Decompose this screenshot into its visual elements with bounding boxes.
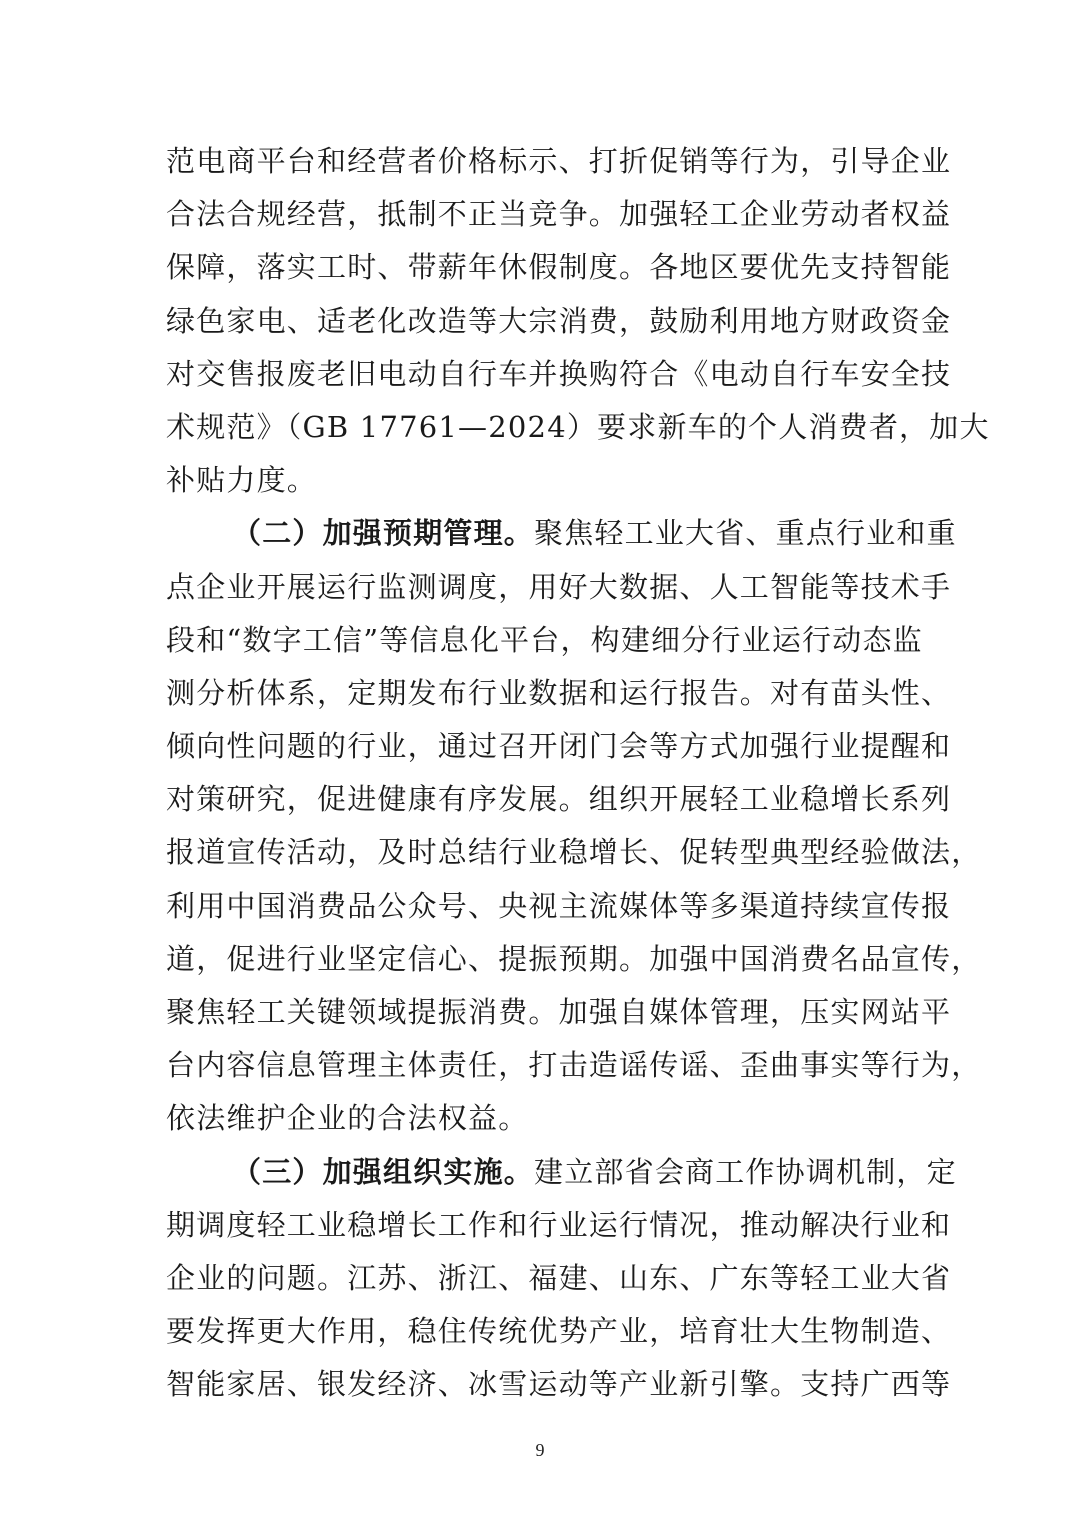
text-line: 道，促进行业坚定信心、提振预期。加强中国消费名品宣传， [166, 941, 982, 976]
text-line: 段和“数字工信”等信息化平台，构建细分行业运行动态监 [166, 622, 923, 657]
text-line: 倾向性问题的行业，通过召开闭门会等方式加强行业提醒和 [166, 729, 952, 764]
text-line: 对交售报废老旧电动自行车并换购符合《电动自行车安全技 [166, 356, 952, 391]
text-line: 聚焦轻工关键领域提振消费。加强自媒体管理，压实网站平 [166, 995, 952, 1029]
section-2-first-line [166, 507, 957, 560]
section-3-heading: （三）加强组织实施。 [232, 1154, 535, 1189]
text-line: 范电商平台和经营者价格标示、打折促销等行为，引导企业 [166, 144, 952, 178]
text-line: 补贴力度。 [166, 463, 318, 498]
section-3-first-line-text: 建立部省会商工作协调机制，定 [534, 1154, 957, 1189]
text-line: 点企业开展运行监测调度，用好大数据、人工智能等技术手 [166, 569, 952, 604]
text-line: 合法合规经营，抵制不正当竞争。加强轻工企业劳动者权益 [166, 197, 952, 232]
text-line: 测分析体系，定期发布行业数据和运行报告。对有苗头性、 [166, 675, 952, 710]
body-text [166, 135, 990, 1412]
text-line: 要发挥更大作用，稳住传统优势产业，培育壮大生物制造、 [166, 1314, 952, 1349]
text-line: 绿色家电、适老化改造等大宗消费，鼓励利用地方财政资金 [166, 303, 952, 338]
text-line: 利用中国消费品公众号、央视主流媒体等多渠道持续宣传报 [166, 888, 952, 923]
text-line: 对策研究，促进健康有序发展。组织开展轻工业稳增长系列 [166, 782, 952, 817]
text-line: 依法维护企业的合法权益。 [166, 1101, 529, 1136]
page-number: 9 [535, 1440, 545, 1460]
text-line: 智能家居、银发经济、冰雪运动等产业新引擎。支持广西等 [166, 1367, 952, 1402]
text-line: 台内容信息管理主体责任，打击造谣传谣、歪曲事实等行为， [166, 1048, 982, 1083]
section-2-first-line-text: 聚焦轻工业大省、重点行业和重 [534, 516, 957, 551]
section-3-first-line [166, 1146, 957, 1199]
section-2-heading: （二）加强预期管理。 [232, 516, 535, 551]
text-line: 企业的问题。江苏、浙江、福建、山东、广东等轻工业大省 [166, 1260, 952, 1295]
text-line: 术规范》（GB 17761—2024）要求新车的个人消费者，加大 [166, 409, 990, 444]
text-line: 报道宣传活动，及时总结行业稳增长、促转型典型经验做法， [166, 835, 982, 870]
text-line: 期调度轻工业稳增长工作和行业运行情况，推动解决行业和 [166, 1207, 952, 1242]
text-line: 保障，落实工时、带薪年休假制度。各地区要优先支持智能 [166, 250, 952, 285]
